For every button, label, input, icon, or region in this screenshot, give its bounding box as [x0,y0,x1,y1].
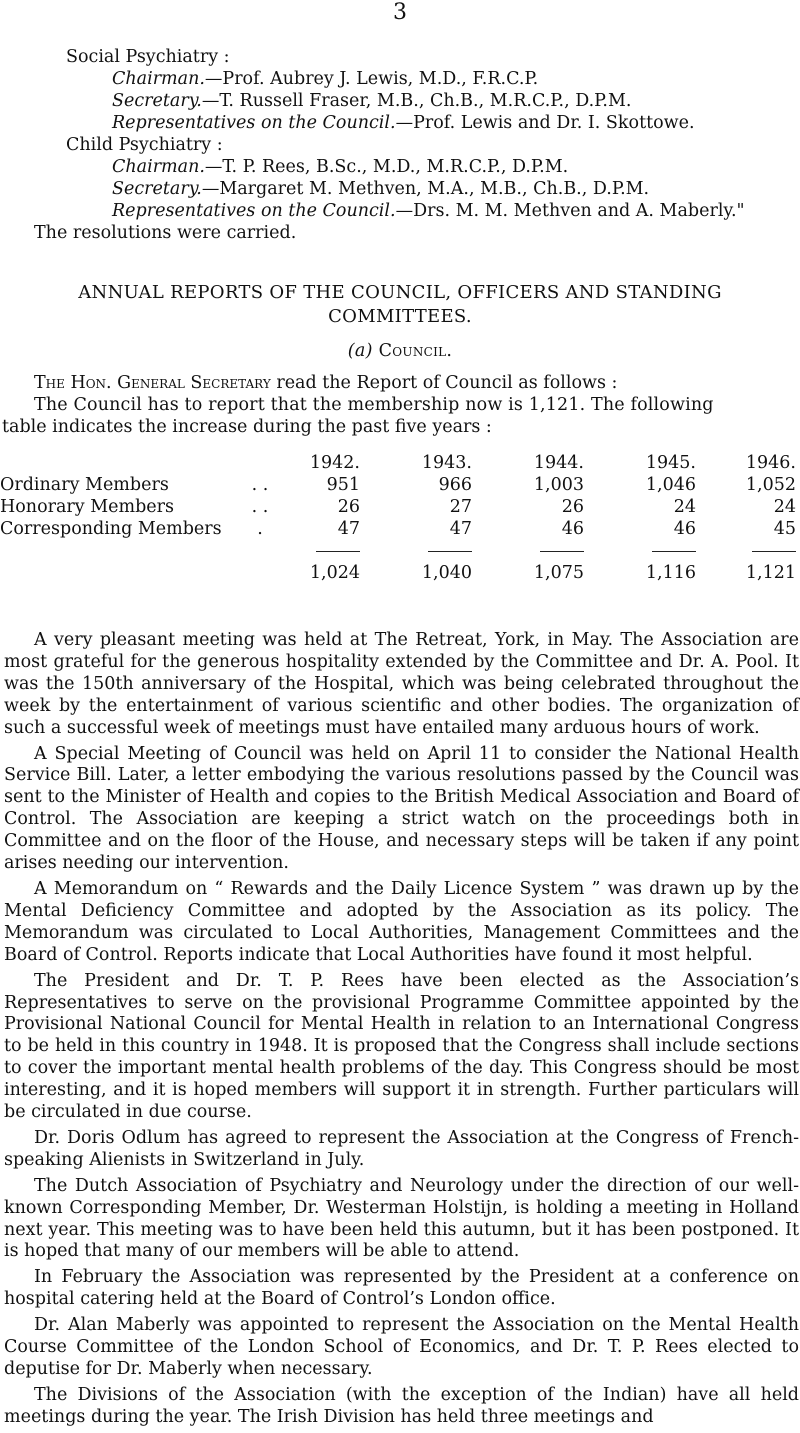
committee-chairman-line [112,156,568,178]
year-header: 1942. [309,453,360,473]
committee-secretary-line [112,90,631,112]
table-row [0,496,796,518]
report-intro-line2: The Council has to report that the membership now is 1,121. The following [34,395,714,415]
total-cell: 1,121 [745,563,796,583]
reps-label: Representatives on the Council. [112,201,396,221]
leader-dots: . . [251,497,269,517]
reps-value: —Prof. Lewis and Dr. I. Skottowe. [395,113,695,133]
total-rule [472,540,584,562]
table-cell: 46 [673,519,696,539]
report-intro [34,372,617,394]
table-cell: 966 [438,475,472,495]
table-cell: 24 [773,497,796,517]
report-body [4,630,799,1433]
committee-chairman-line [112,68,538,90]
year-header: 1946. [745,453,796,473]
paragraph: A very pleasant meeting was held at The Retreat, York, in May. The Association are most grateful for the generous hospitality extended by the Committee and Dr. A. Pool. It was the 150th anniversary of the Hospital, which was being celebrated throughout the week by the entertainment of various scientific and other bodies. The organization of such a successful week of meetings must have entailed many arduous hours of work. [4,630,799,738]
total-cell: 1,116 [645,563,696,583]
table-cell: 27 [449,497,472,517]
year-header: 1943. [421,453,472,473]
resolutions-carried: The resolutions were carried. [34,223,297,243]
speaker: The Hon. General Secretary [34,373,271,393]
table-cell: 951 [326,475,360,495]
chairman-label: Chairman. [112,69,205,89]
secretary-value: —Margaret M. Methven, M.A., M.B., Ch.B., D.P.M. [201,179,650,199]
subheading-title: Council. [378,341,453,361]
page-number: 3 [393,0,407,25]
paragraph: The Divisions of the Association (with the exception of the Indian) have all held meetings during the year. The Irish Division has held three meetings and [4,1384,799,1427]
table-cell: 47 [337,519,360,539]
row-label: Honorary Members [0,497,174,517]
secretary-value: —T. Russell Fraser, M.B., Ch.B., M.R.C.P., D.P.M. [201,91,632,111]
section-heading-cont: COMMITTEES. [328,306,472,327]
report-intro-line3: table indicates the increase during the past five years : [2,417,492,437]
paragraph: In February the Association was represented by the President at a conference on hospital catering held at the Board of Control’s London office. [4,1267,799,1310]
table-row [0,518,796,540]
committee-reps-line [112,112,695,134]
chairman-value: —T. P. Rees, B.Sc., M.D., M.R.C.P., D.P.M. [204,157,569,177]
table-cell: 1,046 [645,475,696,495]
total-cell: 1,075 [533,563,584,583]
table-header-row [0,452,796,474]
year-header: 1944. [533,453,584,473]
total-rule [360,540,472,562]
paragraph: A Special Meeting of Council was held on April 11 to consider the National Health Service Bill. Later, a letter embodying the various resolutions passed by the Council was sent to the Minister of Health and copies to the British Medical Association and Board of Control. The Association are keeping a strict watch on the proceedings both in Committee and on the floor of the House, and necessary steps will be taken if any point arises needing our intervention. [4,743,799,874]
committee-secretary-line [112,178,649,200]
committee-name: Social Psychiatry : [66,47,230,67]
paragraph: The Dutch Association of Psychiatry and Neurology under the direction of our well-known Corresponding Member, Dr. Westerman Holstijn, is holding a meeting in Holland next year. This meeting was to have been held this autumn, but it has been postponed. It is hoped that many of our members will be able to attend. [4,1175,799,1262]
paragraph: Dr. Doris Odlum has agreed to represent the Association at the Congress of French-speaking Alienists in Switzerland in July. [4,1127,799,1170]
year-header: 1945. [645,453,696,473]
reps-label: Representatives on the Council. [112,113,396,133]
paragraph: The President and Dr. T. P. Rees have been elected as the Association’s Representatives to serve on the provisional Programme Committee appointed by the Provisional National Council for Mental Health in relation to an International Congress to be held in this country in 1948. It is proposed that the Congress shall include sections to cover the important mental health problems of the day. This Congress should be most interesting, and it is hoped members will support it in strength. Further particulars will be circulated in due course. [4,970,799,1123]
membership-table [0,452,796,584]
paragraph: Dr. Alan Maberly was appointed to represent the Association on the Mental Health Course Committee of the London School of Economics, and Dr. T. P. Rees elected to deputise for Dr. Maberly when necessary. [4,1315,799,1379]
subheading-prefix: (a) [347,341,373,361]
chairman-value: —Prof. Aubrey J. Lewis, M.D., F.R.C.P. [204,69,539,89]
total-rule [696,540,796,562]
committee-name: Child Psychiatry : [66,135,223,155]
total-rule [272,540,360,562]
row-label: Ordinary Members [0,475,169,495]
secretary-label: Secretary. [112,179,202,199]
table-cell: 46 [561,519,584,539]
table-cell: 24 [673,497,696,517]
total-cell: 1,040 [421,563,472,583]
leader-dots: . [257,519,263,539]
table-row [0,474,796,496]
leader-dots: . . [251,475,269,495]
table-cell: 1,052 [745,475,796,495]
total-rule [584,540,696,562]
totals-row [0,562,796,584]
section-heading: ANNUAL REPORTS OF THE COUNCIL, OFFICERS AND STANDING [78,282,722,303]
reps-value: —Drs. M. M. Methven and A. Maberly." [395,201,745,221]
table-cell: 47 [449,519,472,539]
table-cell: 1,003 [533,475,584,495]
table-cell: 45 [773,519,796,539]
row-label: Corresponding Members [0,519,222,539]
paragraph: A Memorandum on “ Rewards and the Daily Licence System ” was drawn up by the Mental Deficiency Committee and adopted by the Association as its policy. The Memorandum was circulated to Local Authorities, Management Committees and the Board of Control. Reports indicate that Local Authorities have found it most helpful. [4,878,799,965]
secretary-label: Secretary. [112,91,202,111]
committee-reps-line [112,200,745,222]
chairman-label: Chairman. [112,157,205,177]
total-rule-row [0,540,796,562]
subheading [0,340,800,362]
total-cell: 1,024 [309,563,360,583]
table-cell: 26 [337,497,360,517]
intro-rest: read the Report of Council as follows : [276,373,618,393]
table-cell: 26 [561,497,584,517]
